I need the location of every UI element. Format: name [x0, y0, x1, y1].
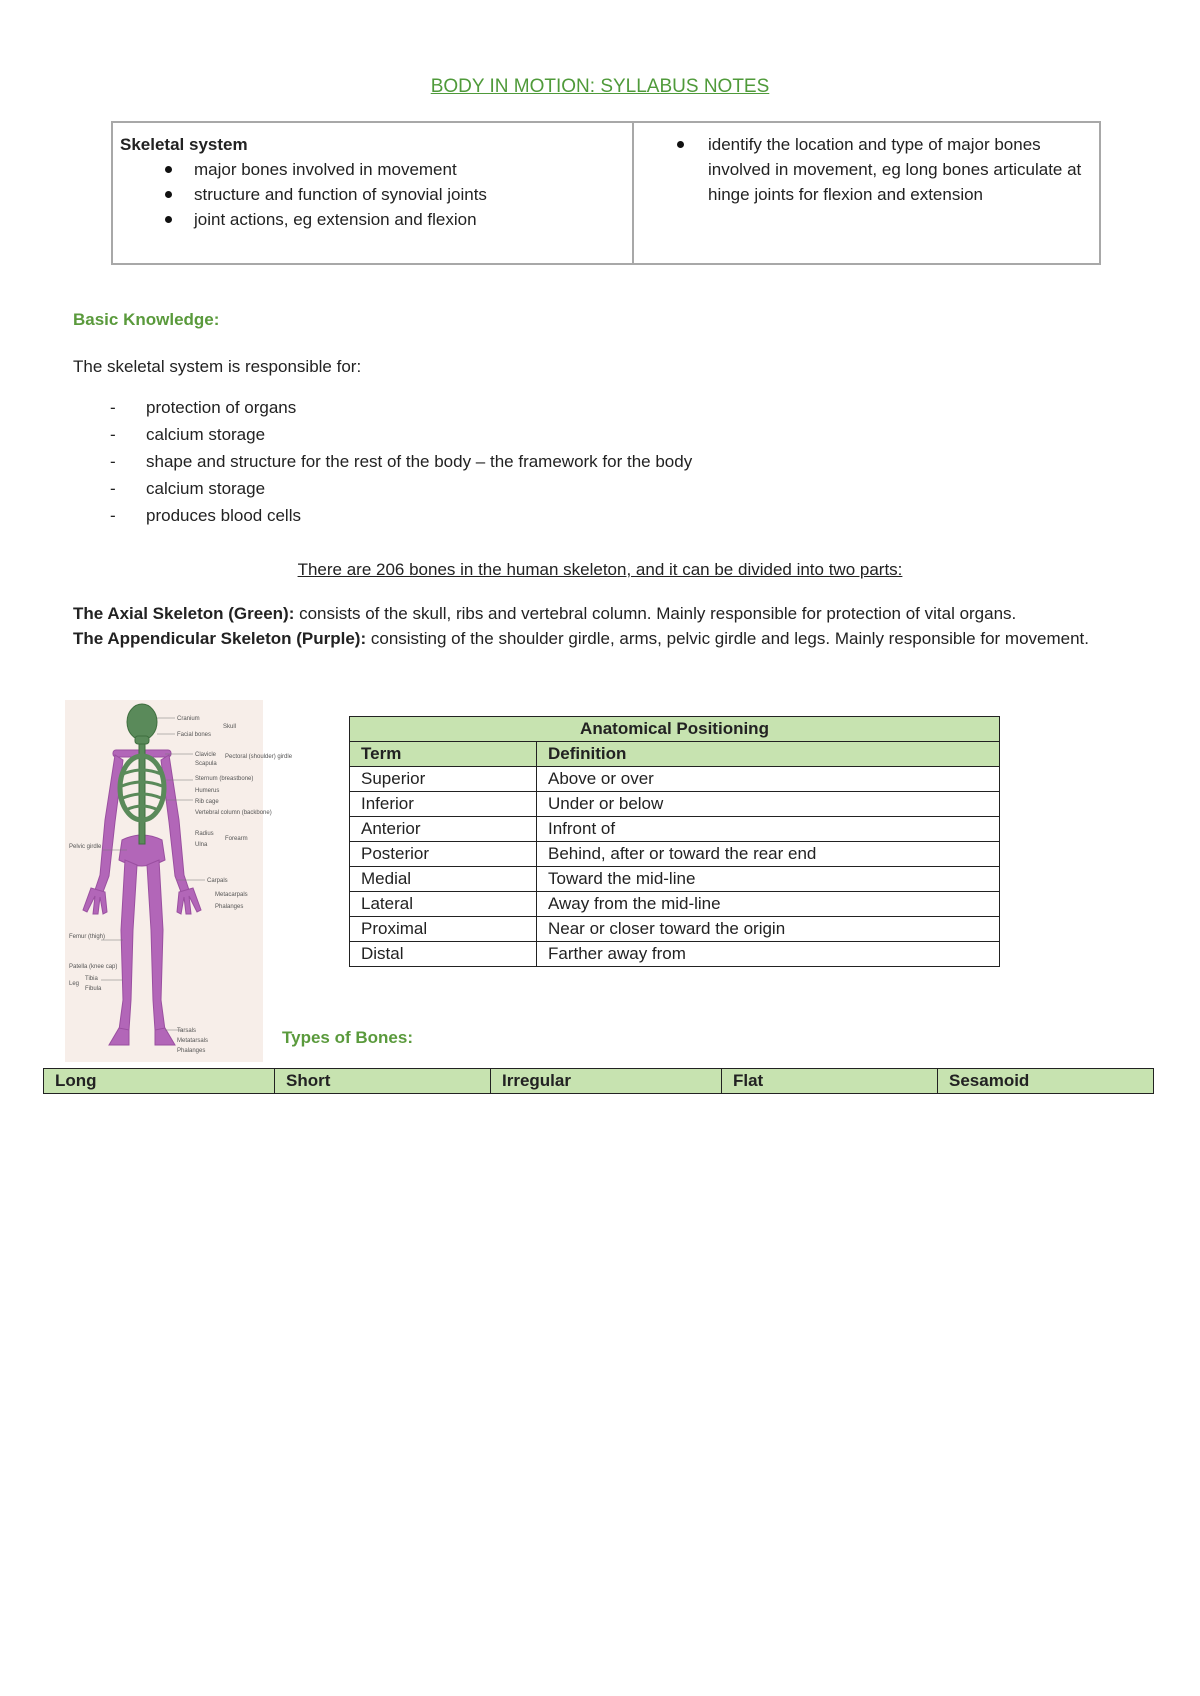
types-of-bones-table	[43, 1068, 1154, 1094]
column-header: Term	[350, 742, 537, 767]
table-row	[350, 917, 1000, 942]
definition-cell: Away from the mid-line	[537, 892, 1000, 917]
syllabus-outcome: identify the location and type of major bones involved in movement, eg long bones articulate at hinge joints for flexion and extension	[634, 132, 1089, 207]
skeleton-label: Femur (thigh)	[69, 934, 106, 940]
skeleton-label: Tibia	[85, 976, 98, 982]
list-item: - protection of organs	[73, 394, 1133, 421]
list-item: - produces blood cells	[73, 502, 1133, 529]
term-cell: Anterior	[350, 817, 537, 842]
skeleton-intro: There are 206 bones in the human skeleton, and it can be divided into two parts:	[297, 560, 903, 579]
list-item: - calcium storage	[73, 421, 1133, 448]
skeleton-label: Metatarsals	[177, 1038, 209, 1044]
responsibility-list	[73, 394, 1133, 529]
term-cell: Distal	[350, 942, 537, 967]
definition-cell: Under or below	[537, 792, 1000, 817]
column-header: Definition	[537, 742, 1000, 767]
basic-knowledge-intro: The skeletal system is responsible for:	[73, 357, 362, 376]
bone-type-header: Flat	[722, 1069, 938, 1094]
term-cell: Superior	[350, 767, 537, 792]
skeleton-label: Rib cage	[195, 799, 219, 805]
basic-knowledge-heading: Basic Knowledge:	[73, 310, 220, 329]
skeleton-label: Facial bones	[177, 732, 212, 738]
skeleton-label: Phalanges	[215, 904, 244, 910]
table-row	[350, 817, 1000, 842]
skeleton-label: Ulna	[195, 842, 208, 848]
table-row	[350, 842, 1000, 867]
appendicular-description	[73, 626, 1133, 651]
table-title: Anatomical Positioning	[350, 717, 1000, 742]
skeleton-label: Skull	[223, 724, 237, 730]
skeleton-label: Metacarpals	[215, 892, 248, 898]
syllabus-item: major bones involved in movement	[120, 157, 632, 182]
bone-type-header: Short	[275, 1069, 491, 1094]
skeleton-label: Cranium	[177, 716, 200, 722]
syllabus-right-cell	[634, 123, 1099, 263]
bone-type-header: Irregular	[491, 1069, 722, 1094]
syllabus-heading: Skeletal system	[120, 135, 248, 154]
skeleton-label: Fibula	[85, 986, 102, 992]
skeleton-label: Humerus	[195, 788, 220, 794]
skeleton-label: Forearm	[225, 836, 248, 842]
axial-text: consists of the skull, ribs and vertebral column. Mainly responsible for protection of vital organs.	[294, 604, 1017, 623]
axial-description	[73, 601, 1133, 626]
types-of-bones-heading: Types of Bones:	[282, 1028, 413, 1047]
skeleton-label: Patella (knee cap)	[69, 964, 118, 970]
skeleton-illustration	[65, 700, 293, 1062]
skeleton-image	[65, 700, 293, 1062]
list-item: - shape and structure for the rest of the body – the framework for the body	[73, 448, 1133, 475]
appendicular-label: The Appendicular Skeleton (Purple):	[73, 629, 367, 648]
definition-cell: Above or over	[537, 767, 1000, 792]
definition-cell: Near or closer toward the origin	[537, 917, 1000, 942]
definition-cell: Behind, after or toward the rear end	[537, 842, 1000, 867]
table-row	[350, 792, 1000, 817]
anatomical-positioning-table	[349, 716, 1000, 967]
skeleton-label: Carpals	[207, 878, 228, 884]
skeleton-label: Phalanges	[177, 1048, 206, 1054]
skeleton-label: Clavicle	[195, 752, 217, 758]
list-item: - calcium storage	[73, 475, 1133, 502]
syllabus-left-cell	[113, 123, 634, 263]
axial-label: The Axial Skeleton (Green):	[73, 604, 295, 623]
skeleton-label: Radius	[195, 831, 214, 837]
syllabus-item: joint actions, eg extension and flexion	[120, 207, 632, 232]
syllabus-table	[111, 121, 1101, 265]
page-title: BODY IN MOTION: SYLLABUS NOTES	[430, 76, 770, 97]
definition-cell: Farther away from	[537, 942, 1000, 967]
definition-cell: Toward the mid-line	[537, 867, 1000, 892]
skeleton-label: Vertebral column (backbone)	[195, 810, 272, 816]
table-row	[350, 867, 1000, 892]
table-row	[350, 892, 1000, 917]
skeleton-label: Scapula	[195, 761, 217, 767]
skeleton-label: Sternum (breastbone)	[195, 776, 254, 782]
skeleton-parts	[73, 601, 1133, 651]
term-cell: Proximal	[350, 917, 537, 942]
term-cell: Posterior	[350, 842, 537, 867]
bone-type-header: Long	[44, 1069, 275, 1094]
table-row	[350, 942, 1000, 967]
term-cell: Lateral	[350, 892, 537, 917]
definition-cell: Infront of	[537, 817, 1000, 842]
syllabus-item: structure and function of synovial joints	[120, 182, 632, 207]
skeleton-label: Pectoral (shoulder) girdle	[225, 754, 293, 760]
appendicular-text: consisting of the shoulder girdle, arms, pelvic girdle and legs. Mainly responsible for movement.	[366, 629, 1089, 648]
bone-type-header: Sesamoid	[938, 1069, 1154, 1094]
skeleton-label: Tarsals	[177, 1028, 197, 1034]
term-cell: Medial	[350, 867, 537, 892]
term-cell: Inferior	[350, 792, 537, 817]
table-row	[350, 767, 1000, 792]
skeleton-label: Pelvic girdle	[69, 844, 102, 850]
skeleton-label: Leg	[69, 981, 80, 987]
